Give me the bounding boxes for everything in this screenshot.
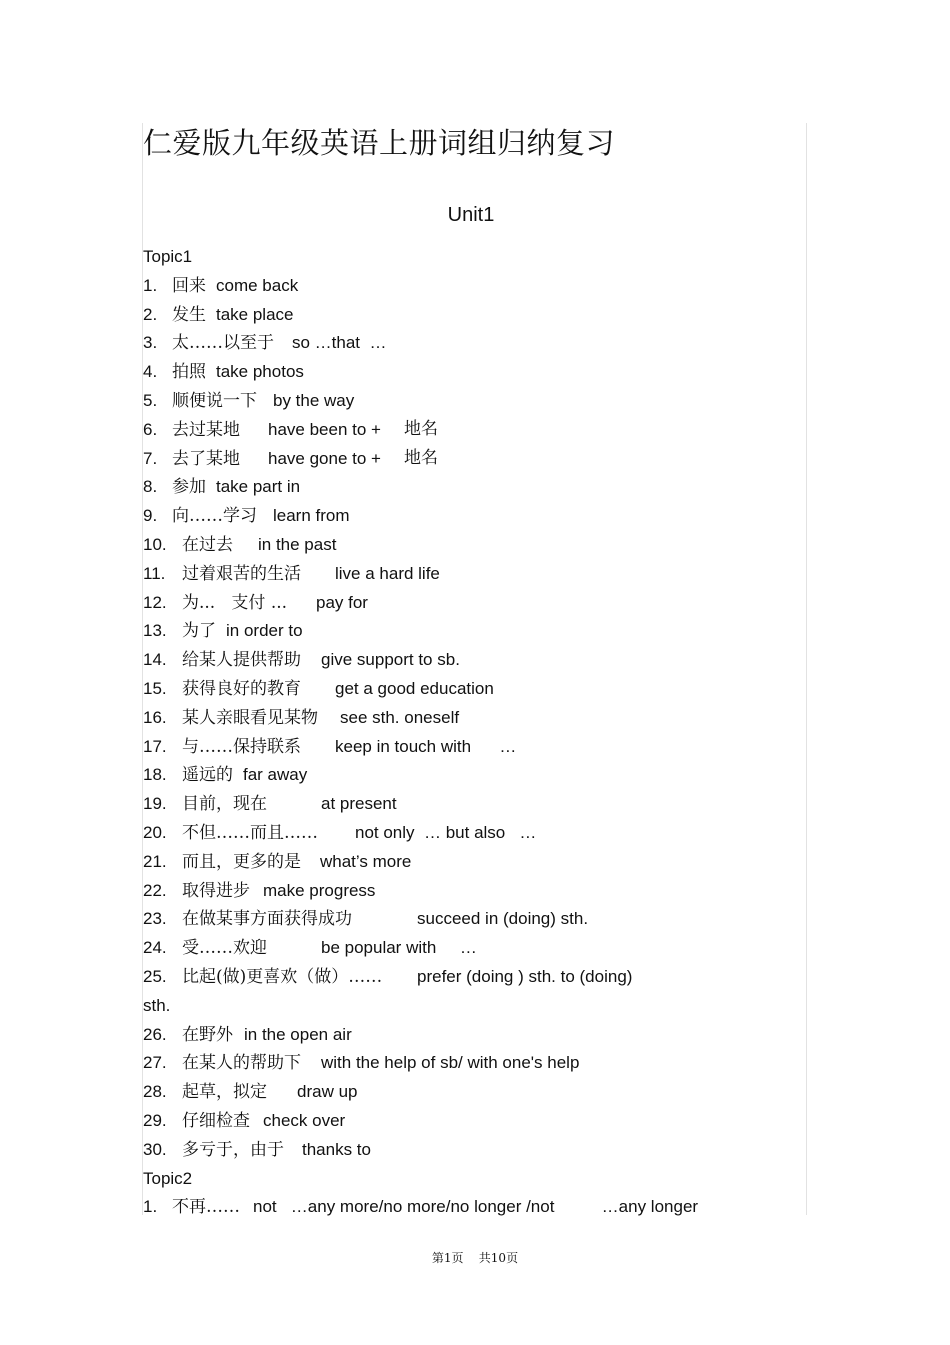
phrase-row (143, 904, 589, 933)
chinese-phrase: 比起(做)更喜欢（做）…… (182, 967, 383, 987)
item-number: 10. (143, 535, 167, 554)
phrase-row (143, 472, 301, 501)
english-phrase: live a hard life (335, 563, 440, 583)
chinese-phrase: 给某人提供帮助 (182, 650, 301, 671)
item-number: 2. (143, 304, 158, 324)
english-phrase: give support to sb. (321, 650, 460, 670)
item-number: 24. (143, 938, 167, 958)
phrase-row (143, 760, 308, 789)
chinese-phrase: 与……保持联系 (182, 736, 301, 757)
chinese-phrase: 为... 支付 ... (182, 592, 288, 613)
chinese-phrase: 不但……而且…… (182, 823, 318, 843)
english-phrase: thanks to (302, 1139, 371, 1159)
phrase-row (143, 300, 294, 329)
item-number: 15. (143, 679, 167, 698)
english-phrase: in order to (226, 621, 303, 641)
phrase-row (143, 1106, 346, 1135)
phrase-row (143, 559, 440, 588)
item-number: 21. (143, 851, 167, 871)
phrase-row (143, 703, 460, 732)
chinese-phrase: 遥远的 (182, 765, 233, 786)
english-phrase: have been to + (268, 419, 381, 439)
chinese-phrase: 在野外 (182, 1024, 233, 1045)
phrase-row (143, 357, 304, 386)
english-phrase: not …any more/no more/no longer /not …any longer (253, 1197, 699, 1217)
item-number: 17. (143, 736, 167, 756)
item-number: 8. (143, 477, 158, 497)
page-right-border (806, 123, 807, 1215)
english-phrase: succeed in (doing) sth. (417, 909, 589, 929)
english-phrase: far away (243, 765, 308, 785)
phrase-row (143, 588, 368, 617)
chinese-phrase: 回来 (172, 275, 206, 296)
english-phrase: see sth. oneself (340, 707, 460, 727)
page-footer: 第1页 共10页 (431, 1251, 519, 1265)
item-number: 19. (143, 794, 167, 814)
item-number: 29. (143, 1111, 167, 1130)
phrase-row (143, 1135, 371, 1164)
english-phrase: take photos (216, 362, 304, 382)
phrase-row (143, 962, 633, 991)
chinese-phrase: 参加 (172, 477, 206, 498)
phrase-row (143, 1048, 580, 1077)
english-phrase: by the way (273, 391, 355, 410)
phrase-row (143, 991, 172, 1020)
item-number: 12. (143, 592, 167, 612)
english-phrase: take part in (216, 477, 301, 497)
english-phrase: come back (216, 275, 299, 295)
item-number: 14. (143, 650, 167, 670)
chinese-phrase: 向……学习 (172, 506, 257, 527)
item-number: 28. (143, 1082, 167, 1102)
item-number: 16. (143, 707, 167, 727)
chinese-phrase: 获得良好的教育 (182, 679, 301, 699)
chinese-phrase: 多亏于，由于 (182, 1139, 284, 1160)
phrase-row (143, 1020, 352, 1049)
phrase-row (143, 1077, 358, 1106)
document-title: 仁爱版九年级英语上册词组归纳复习 (143, 126, 616, 160)
item-number: 25. (143, 967, 167, 986)
unit-heading: Unit1 (447, 204, 495, 226)
english-phrase: draw up (297, 1082, 358, 1102)
item-number: 9. (143, 506, 158, 526)
english-phrase: sth. (143, 995, 171, 1015)
item-number: 23. (143, 909, 167, 929)
english-phrase: not only … but also … (355, 823, 537, 842)
item-number: 1. (143, 275, 158, 295)
item-number: 3. (143, 333, 158, 353)
chinese-phrase: 起草，拟定 (182, 1082, 267, 1103)
phrase-row (143, 732, 517, 761)
phrase-row (143, 386, 355, 415)
chinese-phrase: 某人亲眼看见某物 (182, 707, 318, 728)
item-number: 27. (143, 1053, 167, 1073)
phrase-row (143, 444, 438, 473)
english-phrase: have gone to + (268, 448, 381, 468)
phrase-row (143, 415, 438, 444)
phrase-row (143, 818, 537, 847)
chinese-note: 地名 (404, 447, 438, 468)
chinese-phrase: 在某人的帮助下 (182, 1053, 301, 1074)
item-number: 7. (143, 448, 158, 468)
item-number: 13. (143, 621, 167, 641)
item-number: 20. (143, 823, 167, 842)
phrase-row (143, 1192, 699, 1221)
item-number: 22. (143, 880, 167, 900)
chinese-phrase: 拍照 (172, 362, 206, 383)
english-phrase: check over (263, 1111, 346, 1130)
chinese-phrase: 取得进步 (182, 880, 250, 901)
phrase-row (143, 616, 303, 645)
phrase-row (143, 933, 477, 962)
chinese-phrase: 发生 (172, 304, 206, 325)
item-number: 4. (143, 362, 158, 382)
item-number: 26. (143, 1024, 167, 1044)
phrase-row (143, 645, 460, 674)
english-phrase: keep in touch with … (335, 736, 517, 756)
english-phrase: take place (216, 304, 294, 324)
topic-heading: Topic1 (143, 247, 193, 266)
english-phrase: at present (321, 794, 397, 814)
english-phrase: be popular with … (321, 938, 477, 958)
chinese-phrase: 受……欢迎 (182, 938, 267, 959)
english-phrase: what’s more (320, 851, 412, 871)
english-phrase: with the help of sb/ with one's help (321, 1053, 580, 1073)
item-number: 18. (143, 765, 167, 785)
phrase-row (143, 789, 397, 818)
phrase-row (143, 530, 337, 559)
chinese-phrase: 去了某地 (172, 448, 240, 469)
item-number: 5. (143, 391, 158, 410)
chinese-phrase: 不再…… (172, 1197, 240, 1218)
phrase-row (143, 876, 376, 905)
phrase-row (143, 271, 299, 300)
item-number: 1. (143, 1197, 158, 1217)
item-number: 11. (143, 563, 166, 583)
phrase-row (143, 501, 350, 530)
english-phrase: make progress (263, 880, 376, 900)
english-phrase: in the past (258, 535, 337, 554)
chinese-phrase: 太……以至于 (172, 333, 274, 354)
phrase-row (143, 847, 412, 876)
chinese-note: 地名 (404, 418, 438, 439)
topic-heading: Topic2 (143, 1168, 193, 1188)
chinese-phrase: 而且，更多的是 (182, 851, 301, 872)
chinese-phrase: 顺便说一下 (172, 391, 257, 411)
english-phrase: get a good education (335, 679, 494, 698)
phrase-row (143, 674, 494, 703)
chinese-phrase: 在过去 (182, 535, 233, 555)
chinese-phrase: 过着艰苦的生活 (182, 563, 301, 584)
chinese-phrase: 为了 (182, 621, 216, 642)
chinese-phrase: 去过某地 (172, 419, 240, 440)
english-phrase: pay for (316, 592, 368, 612)
phrase-row (143, 328, 387, 357)
chinese-phrase: 仔细检查 (182, 1111, 250, 1131)
english-phrase: in the open air (244, 1024, 352, 1044)
chinese-phrase: 在做某事方面获得成功 (182, 909, 352, 930)
english-phrase: so …that … (292, 333, 387, 353)
item-number: 30. (143, 1139, 167, 1159)
item-number: 6. (143, 419, 158, 439)
english-phrase: prefer (doing ) sth. to (doing) (417, 967, 633, 986)
english-phrase: learn from (273, 506, 350, 526)
chinese-phrase: 目前，现在 (182, 794, 267, 815)
